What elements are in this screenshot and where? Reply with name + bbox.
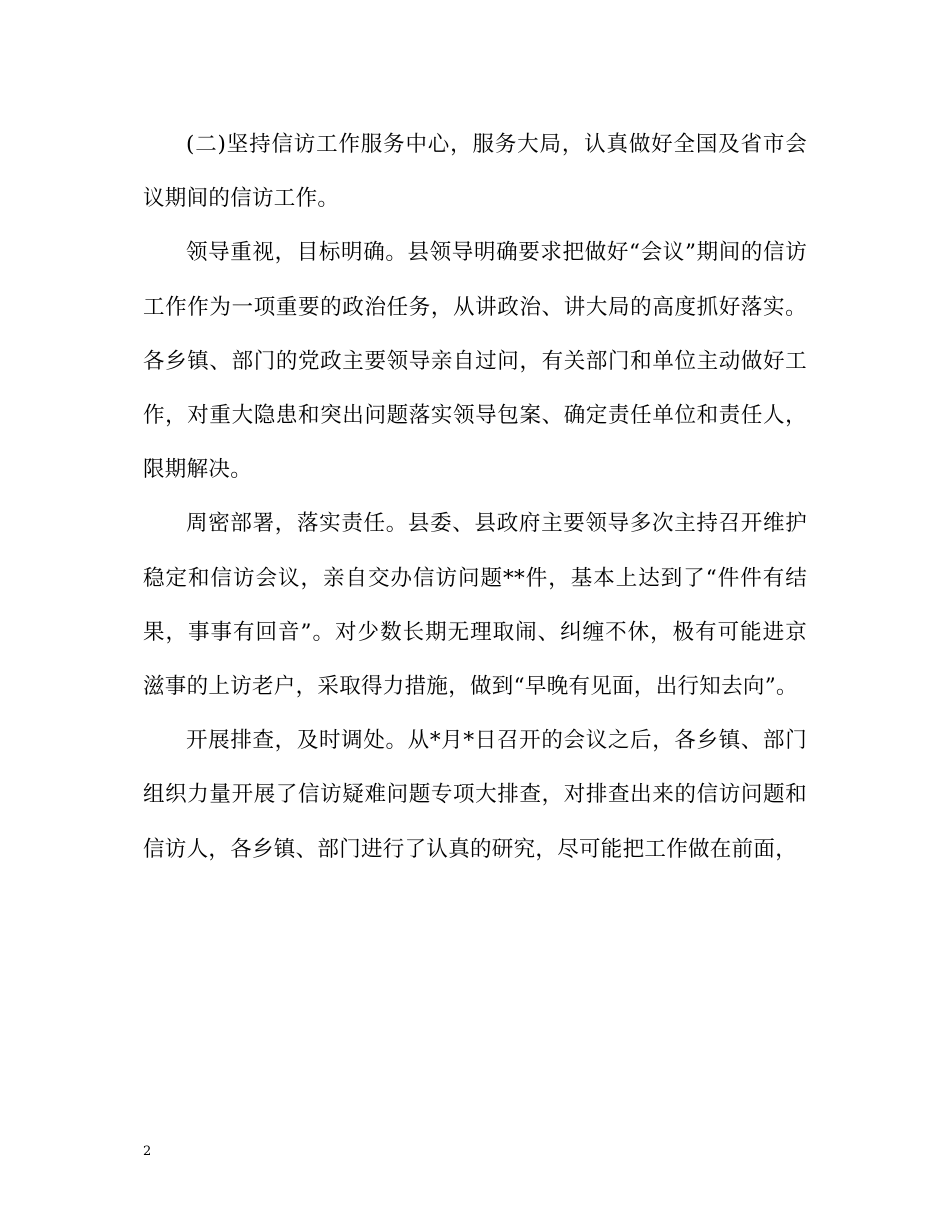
paragraph-leadership: 领导重视，目标明确。县领导明确要求把做好“会议”期间的信访工作作为一项重要的政治任务，从讲政治、讲大局的高度抓好落实。各乡镇、部门的党政主要领导亲自过问，有关部门和单位主动做好工作，对重大隐患和突出问题落实领导包案、确定责任单位和责任人，限期解决。: [143, 240, 807, 483]
paragraph-deployment: 周密部署，落实责任。县委、县政府主要领导多次主持召开维护稳定和信访会议，亲自交办信访问题**件，基本上达到了“件件有结果，事事有回音”。对少数长期无理取闹、纠缠不休，极有可能进京滋事的上访老户，采取得力措施，做到“早晚有见面，出行知去向”。: [143, 511, 807, 700]
body-text: [143, 118, 807, 877]
paragraph-heading-2: (二)坚持信访工作服务中心，服务大局，认真做好全国及省市会议期间的信访工作。: [143, 132, 807, 212]
page-number: 2: [143, 1144, 152, 1159]
paragraph-investigation: 开展排查，及时调处。从*月*日召开的会议之后，各乡镇、部门组织力量开展了信访疑难问题专项大排查，对排查出来的信访问题和信访人，各乡镇、部门进行了认真的研究，尽可能把工作做在前面，: [143, 728, 807, 862]
